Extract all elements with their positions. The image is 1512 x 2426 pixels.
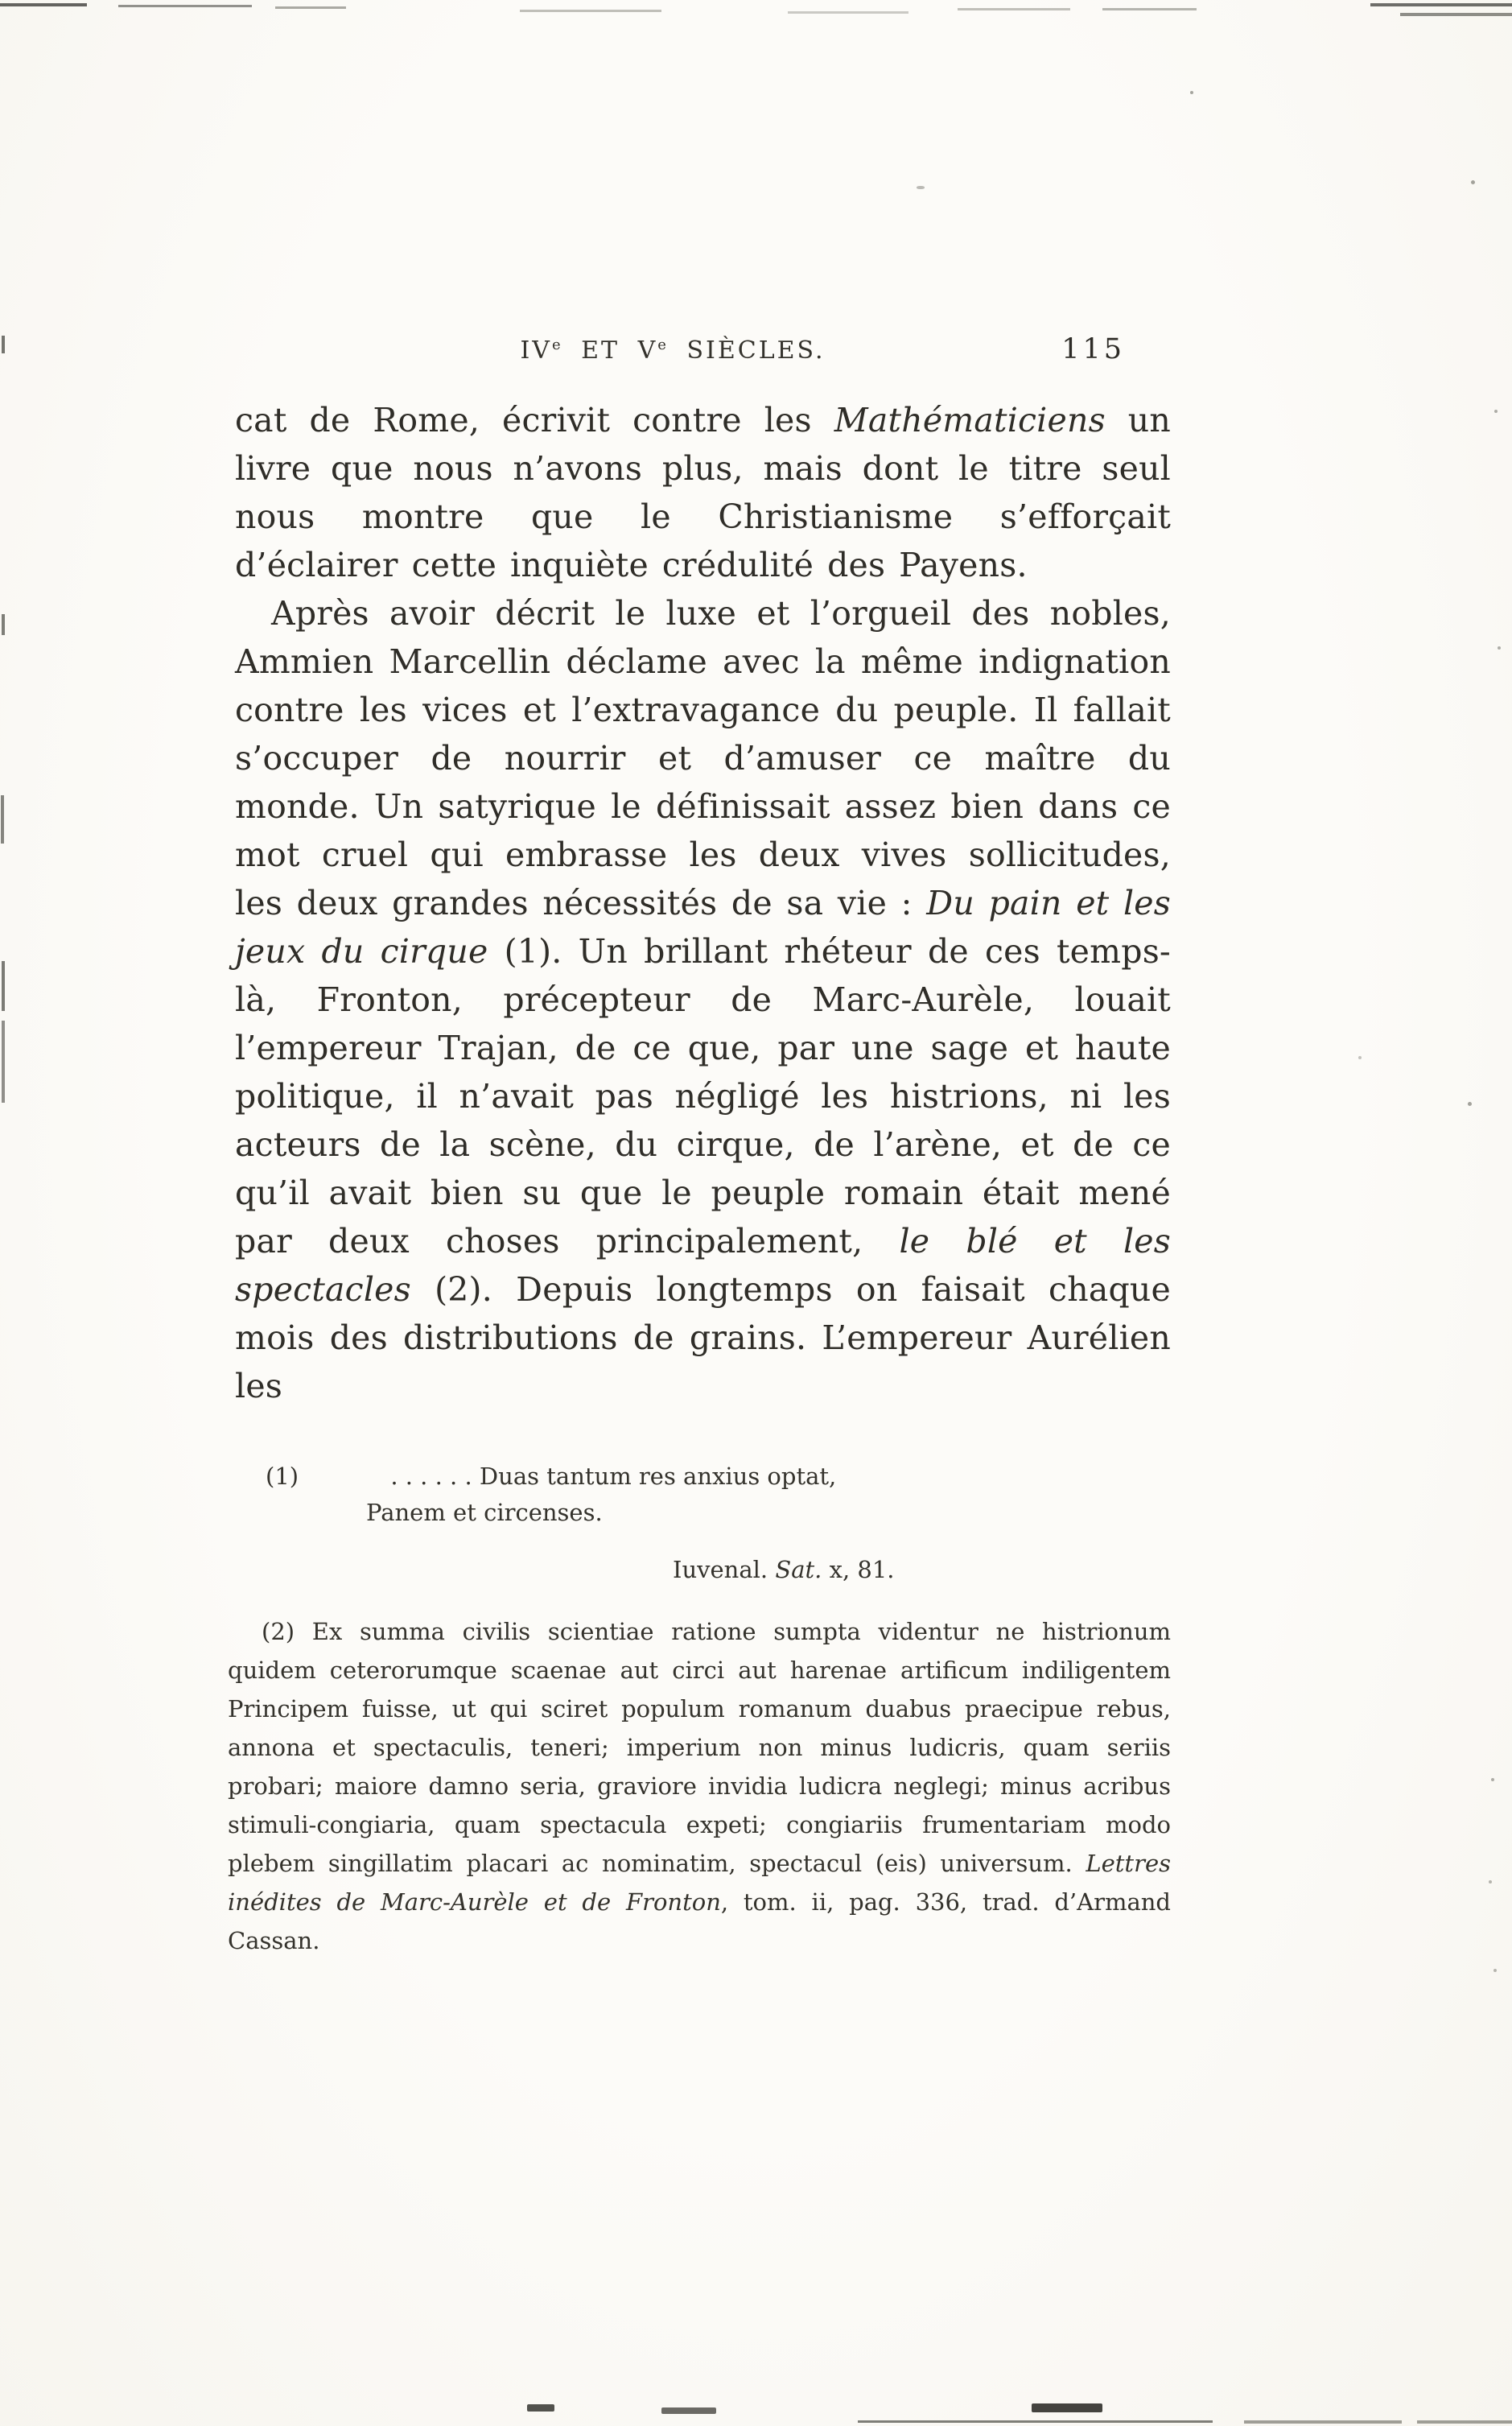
footnote-1-attribution: Iuvenal. Sat. x, 81. <box>673 1556 895 1583</box>
scan-artifact-top-dash <box>958 8 1070 10</box>
scan-artifact-top-dash <box>275 6 346 9</box>
footnote-1-line-1 <box>266 1458 895 1495</box>
scan-artifact-speck <box>1489 1880 1492 1883</box>
scan-artifact-top-dash <box>1102 8 1197 10</box>
scan-artifact-top-dash <box>788 11 908 14</box>
scan-artifact-bottom-dash <box>1244 2420 1402 2424</box>
scan-artifact-left-stroke <box>2 1021 5 1103</box>
scan-artifact-top-dash <box>520 10 661 12</box>
scan-artifact-speck <box>1190 91 1193 94</box>
page-body <box>235 396 1171 1410</box>
scan-artifact-left-stroke <box>2 336 5 353</box>
running-header <box>235 333 1171 385</box>
footnote-1-marker: (1) <box>266 1463 299 1490</box>
scan-artifact-top-dash <box>118 5 252 7</box>
page-title: IVe ET Ve SIÈCLES. <box>520 336 826 365</box>
scan-artifact-speck <box>1491 1778 1494 1781</box>
body-paragraph: Après avoir décrit le luxe et l’orgueil des nobles, Ammien Marcellin déclame avec la même indignation contre les vices et l’extravagance du peuple. Il fallait s’occuper de nourrir et d’amuser ce maître du monde. Un satyrique le définissait assez bien dans ce mot cruel qui embrasse les deux vives sollicitudes, les deux grandes nécessités de sa vie : Du pain et les jeux du cirque (1). Un brillant rhéteur de ces temps-là, Fronton, précepteur de Marc-Aurèle, louait l’empereur Trajan, de ce que, par une sage et haute politique, il n’avait pas négligé les histrions, ni les acteurs de la scène, du cirque, de l’arène, et de ce qu’il avait bien su que le peuple romain était mené par deux choses principalement, le blé et les spectacles (2). Depuis longtemps on faisait chaque mois des distributions de grains. L’empereur Aurélien les <box>235 594 1171 1405</box>
scan-artifact-bottom-line <box>858 2420 1213 2423</box>
scan-artifact-speck <box>1471 180 1475 184</box>
scan-artifact-left-stroke <box>2 961 5 1011</box>
scan-artifact-top-dash <box>0 3 87 6</box>
scan-artifact-top-dash <box>1400 13 1512 16</box>
scan-artifact-speck <box>1358 1056 1362 1059</box>
scan-artifact-speck <box>1494 410 1498 413</box>
scan-artifact-bottom-dash <box>1417 2420 1512 2424</box>
footnote-1-verse-line-2: Panem et circenses. <box>366 1499 603 1526</box>
scan-artifact-speck <box>917 186 925 189</box>
scan-artifact-left-stroke <box>1 795 4 844</box>
footnote-1-verse-line-1: . . . . . . Duas tantum res anxius optat, <box>390 1463 837 1490</box>
scan-artifact-bottom-mark <box>1032 2403 1102 2412</box>
scan-artifact-speck <box>1493 1969 1497 1972</box>
page-number: 115 <box>1061 333 1125 365</box>
footnote-2: (2) Ex summa civilis scientiae ratione sumpta videntur ne histrionum quidem ceterorumque scaenae aut circi aut harenae artificum indiligentem Principem fuisse, ut qui sciret populum romanum duabus praecipue rebus, annona et spectaculis, teneri; imperium non minus ludicris, quam seriis probari; maiore damno seria, graviore invidia ludicra neglegi; minus acribus stimuli-congiaria, quam spectacula expeti; congiariis frumentariam modo plebem singillatim placari ac nominatim, spectacul (eis) universum. Lettres inédites de Marc-Aurèle et de Fronton, tom. ii, pag. 336, trad. d’Armand Cassan. <box>228 1618 1171 1954</box>
footnote-1 <box>266 1458 895 1588</box>
scan-artifact-top-dash <box>1370 3 1512 6</box>
scan-artifact-bottom-mark <box>661 2407 716 2414</box>
scan-artifact-left-stroke <box>2 614 5 635</box>
scan-artifact-bottom-mark <box>527 2404 554 2412</box>
scan-artifact-speck <box>1498 646 1501 650</box>
scan-artifact-speck <box>1468 1102 1472 1106</box>
body-paragraph: cat de Rome, écrivit contre les Mathématiciens un livre que nous n’avons plus, mais dont le titre seul nous montre que le Christianisme s’efforçait d’éclairer cette inquiète crédulité des Payens. <box>235 401 1172 584</box>
